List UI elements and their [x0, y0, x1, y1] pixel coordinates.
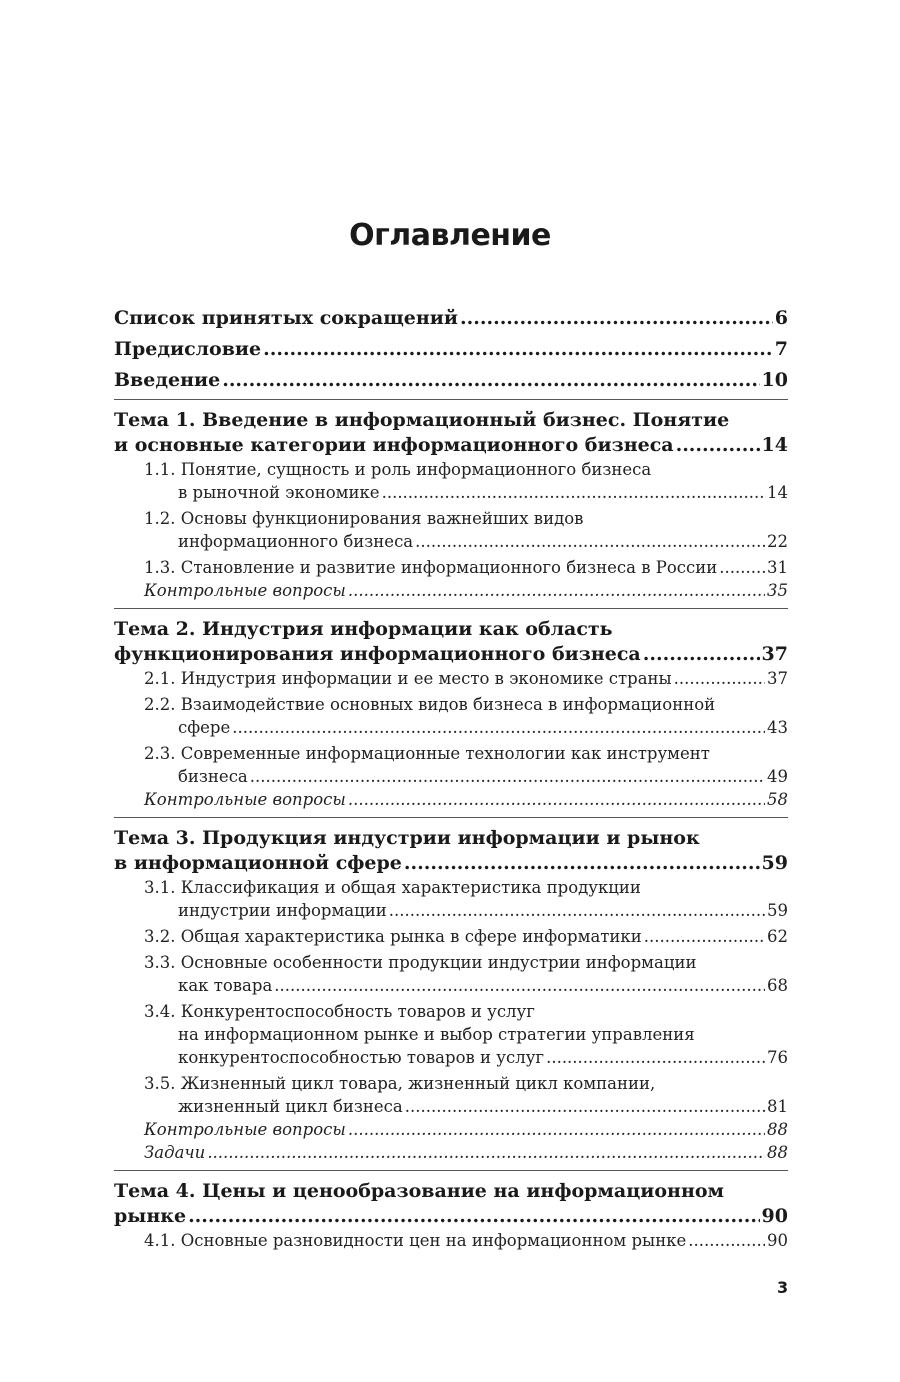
section-label: индустрии информации	[178, 901, 387, 920]
topic-heading[interactable]	[114, 408, 788, 433]
entry-page: 43	[767, 718, 788, 737]
entry-page: 37	[761, 643, 788, 665]
entry-page: 90	[761, 1205, 788, 1227]
entry-page: 14	[761, 434, 788, 456]
entry-page: 58	[767, 790, 788, 809]
dot-leader	[348, 1118, 765, 1141]
topic-2	[114, 617, 788, 811]
divider	[114, 1170, 788, 1171]
dot-leader	[188, 1204, 759, 1229]
toc-entry-abbreviations[interactable]	[114, 306, 788, 331]
dot-leader	[644, 925, 765, 948]
section-label: Контрольные вопросы	[144, 1120, 346, 1139]
section-entry[interactable]	[114, 1046, 788, 1069]
dot-leader	[348, 579, 765, 602]
divider	[114, 817, 788, 818]
section-label: 1.1. Понятие, сущность и роль информационного бизнеса	[144, 460, 652, 479]
section-entry[interactable]	[114, 951, 788, 974]
entry-page: 59	[761, 852, 788, 874]
section-entry[interactable]	[114, 667, 788, 690]
topic-heading-line: Тема 3. Продукция индустрии информации и рынок	[114, 827, 700, 849]
dot-leader	[348, 788, 765, 811]
section-entry[interactable]	[114, 1229, 788, 1252]
section-entry[interactable]	[114, 556, 788, 579]
entry-page: 22	[767, 532, 788, 551]
topic-heading[interactable]	[114, 1179, 788, 1204]
section-entry[interactable]	[114, 1023, 788, 1046]
section-entry[interactable]	[114, 974, 788, 997]
section-entry[interactable]	[114, 530, 788, 553]
topic-3	[114, 826, 788, 1164]
section-entry[interactable]	[114, 1072, 788, 1095]
section-label: бизнеса	[178, 767, 248, 786]
section-entry[interactable]	[114, 925, 788, 948]
section-label: жизненный цикл бизнеса	[178, 1097, 403, 1116]
dot-leader	[674, 667, 765, 690]
entry-page: 35	[767, 581, 788, 600]
entry-page: 76	[767, 1048, 788, 1067]
section-label: как товара	[178, 976, 273, 995]
dot-leader	[415, 530, 765, 553]
section-label: 3.3. Основные особенности продукции индустрии информации	[144, 953, 697, 972]
entry-label: Список принятых сокращений	[114, 307, 458, 329]
topic-heading-line: Тема 1. Введение в информационный бизнес. Понятие	[114, 409, 730, 431]
section-entry[interactable]	[114, 1000, 788, 1023]
section-entry[interactable]	[114, 458, 788, 481]
dot-leader	[274, 974, 765, 997]
section-label: Задачи	[144, 1143, 206, 1162]
entry-page: 14	[767, 483, 788, 502]
tasks-entry[interactable]	[114, 1141, 788, 1164]
page-number: 3	[777, 1278, 789, 1297]
entry-page: 81	[767, 1097, 788, 1116]
entry-page: 7	[774, 338, 788, 360]
section-label: 2.1. Индустрия информации и ее место в экономике страны	[144, 669, 672, 688]
topic-heading[interactable]	[114, 826, 788, 851]
entry-page: 88	[767, 1120, 788, 1139]
section-entry[interactable]	[114, 693, 788, 716]
section-label: Контрольные вопросы	[144, 581, 346, 600]
topic-heading-line: рынке	[114, 1205, 187, 1227]
section-entry[interactable]	[114, 507, 788, 530]
section-label: сфере	[178, 718, 231, 737]
topic-4	[114, 1179, 788, 1252]
section-label: 3.2. Общая характеристика рынка в сфере информатики	[144, 927, 642, 946]
dot-leader	[643, 642, 760, 667]
review-questions-entry[interactable]	[114, 788, 788, 811]
entry-page: 49	[767, 767, 788, 786]
divider	[114, 399, 788, 400]
topic-heading-line: Тема 4. Цены и ценообразование на информационном	[114, 1180, 725, 1202]
section-label: Контрольные вопросы	[144, 790, 346, 809]
dot-leader	[222, 368, 759, 393]
section-label: 3.4. Конкурентоспособность товаров и услуг	[144, 1002, 535, 1021]
section-entry[interactable]	[114, 765, 788, 788]
section-entry[interactable]	[114, 1095, 788, 1118]
section-label: 2.2. Взаимодействие основных видов бизнеса в информационной	[144, 695, 716, 714]
topic-heading-line: в информационной сфере	[114, 852, 402, 874]
dot-leader	[250, 765, 765, 788]
section-entry[interactable]	[114, 876, 788, 899]
topic-heading-line: и основные категории информационного бизнеса	[114, 434, 674, 456]
entry-page: 6	[774, 307, 788, 329]
dot-leader	[688, 1229, 765, 1252]
dot-leader	[460, 306, 773, 331]
topic-heading[interactable]	[114, 851, 788, 876]
entry-page: 37	[767, 669, 788, 688]
entry-page: 68	[767, 976, 788, 995]
review-questions-entry[interactable]	[114, 1118, 788, 1141]
entry-page: 59	[767, 901, 788, 920]
section-label: 4.1. Основные разновидности цен на информационном рынке	[144, 1231, 687, 1250]
topic-heading[interactable]	[114, 642, 788, 667]
divider	[114, 608, 788, 609]
section-label: информационного бизнеса	[178, 532, 414, 551]
section-entry[interactable]	[114, 899, 788, 922]
dot-leader	[389, 899, 765, 922]
entry-page: 62	[767, 927, 788, 946]
dot-leader	[676, 433, 760, 458]
toc-entry-preface[interactable]	[114, 337, 788, 362]
section-label: на информационном рынке и выбор стратегии управления	[178, 1025, 695, 1044]
section-label: в рыночной экономике	[178, 483, 380, 502]
entry-page: 10	[761, 369, 788, 391]
section-entry[interactable]	[114, 481, 788, 504]
entry-label: Предисловие	[114, 338, 262, 360]
dot-leader	[207, 1141, 765, 1164]
dot-leader	[546, 1046, 765, 1069]
dot-leader	[232, 716, 765, 739]
section-label: 3.5. Жизненный цикл товара, жизненный цикл компании,	[144, 1074, 656, 1093]
topic-heading-line: Тема 2. Индустрия информации как область	[114, 618, 613, 640]
section-label: 1.2. Основы функционирования важнейших видов	[144, 509, 584, 528]
review-questions-entry[interactable]	[114, 579, 788, 602]
section-label: 2.3. Современные информационные технологии как инструмент	[144, 744, 710, 763]
dot-leader	[263, 337, 773, 362]
dot-leader	[405, 1095, 765, 1118]
entry-page: 90	[767, 1231, 788, 1250]
section-entry[interactable]	[114, 716, 788, 739]
topic-heading[interactable]	[114, 433, 788, 458]
page-title: Оглавление	[349, 218, 551, 253]
topic-1	[114, 408, 788, 602]
toc-entry-introduction[interactable]	[114, 368, 788, 393]
dot-leader	[719, 556, 765, 579]
entry-page: 31	[767, 558, 788, 577]
topic-heading[interactable]	[114, 1204, 788, 1229]
section-entry[interactable]	[114, 742, 788, 765]
dot-leader	[382, 481, 765, 504]
topic-heading-line: функционирования информационного бизнеса	[114, 643, 641, 665]
table-of-contents	[114, 306, 788, 1254]
section-label: 1.3. Становление и развитие информационного бизнеса в России	[144, 558, 718, 577]
entry-page: 88	[767, 1143, 788, 1162]
entry-label: Введение	[114, 369, 221, 391]
topic-heading[interactable]	[114, 617, 788, 642]
section-label: 3.1. Классификация и общая характеристика продукции	[144, 878, 641, 897]
dot-leader	[404, 851, 760, 876]
section-label: конкурентоспособностью товаров и услуг	[178, 1048, 545, 1067]
